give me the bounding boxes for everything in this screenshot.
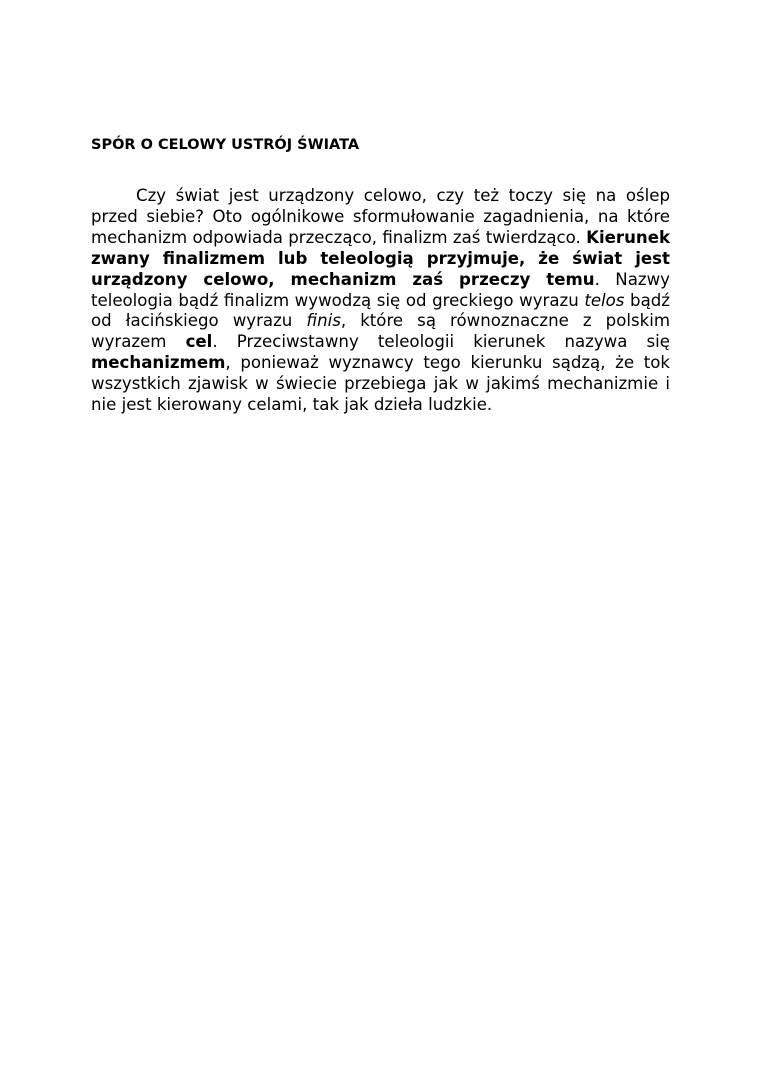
- page-title: SPÓR O CELOWY USTRÓJ ŚWIATA: [91, 137, 360, 153]
- bold-term-cel: cel: [185, 332, 213, 352]
- body-paragraph: [91, 186, 670, 416]
- italic-term-telos: telos: [584, 290, 625, 310]
- bold-term-mechanizmem: mechanizmem: [91, 353, 226, 373]
- italic-term-finis: finis: [306, 311, 341, 331]
- text-run: Czy świat jest urządzony celowo, czy też toczy się na oślep przed siebie? Oto ogólnikowe sformułowanie zagadnienia, na które mechanizm odpowiada przecząco, finalizm zaś twierdząco.: [91, 186, 670, 247]
- text-run: bądź od łacińskiego wyrazu: [91, 290, 670, 331]
- text-run: . Nazwy teleologia bądź finalizm wywodzą się od greckiego wyrazu: [91, 269, 670, 310]
- text-run: . Przeciwstawny teleologii kierunek nazywa się: [212, 332, 670, 352]
- text-run: , które są równoznaczne z polskim wyrazem: [91, 311, 670, 352]
- bold-text-run: Kierunek zwany finalizmem lub teleologią przyjmuje, że świat jest urządzony celowo, mechanizm zaś przeczy temu: [91, 227, 670, 289]
- text-run: , ponieważ wyznawcy tego kierunku sądzą, że tok wszystkich zjawisk w świecie przebiega jak w jakimś mechanizmie i nie jest kierowany celami, tak jak dzieła ludzkie.: [91, 353, 670, 415]
